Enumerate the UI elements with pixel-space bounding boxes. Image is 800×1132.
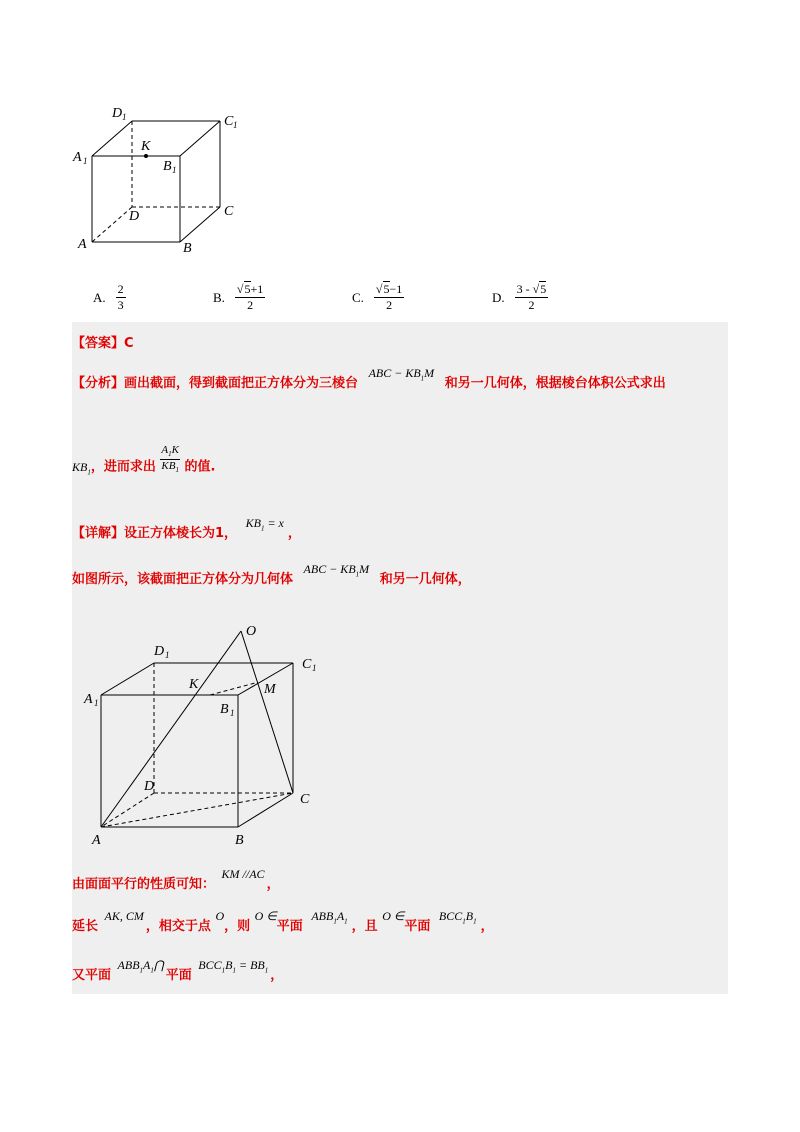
svg-text:1: 1 [312, 663, 317, 673]
label-A: A [78, 237, 87, 252]
choice-a[interactable]: A. $\frac{2}{3}$ [93, 282, 124, 312]
detail-line-2: 如图所示，该截面把正方体分为几何体 ABC − $KB_1M$ 和另一几何体， [72, 562, 471, 587]
svg-text:1: 1 [83, 156, 88, 166]
analysis-line-1: 【分析】画出截面，得到截面把正方体分为三棱台 ABC − $KB_1M$ 和另一几何体，根据棱台体积公式求出 [72, 366, 666, 391]
svg-text:1: 1 [94, 698, 99, 708]
label-C1: C [302, 657, 312, 672]
label-C1: C [224, 114, 234, 129]
svg-text:1: 1 [165, 650, 170, 660]
label-D: D [129, 209, 140, 224]
label-C: C [224, 204, 234, 219]
label-B1: B [220, 702, 229, 717]
svg-text:1: 1 [172, 165, 177, 175]
label-D1: D [154, 644, 165, 659]
label-K: K [141, 139, 151, 154]
choice-d[interactable]: D. $\frac{3 - √5}{2}$ [492, 282, 547, 312]
label-B1: B [163, 159, 172, 174]
label-C: C [300, 792, 310, 807]
label-O: O [246, 624, 257, 639]
analysis-line-2: $KB_1$，进而求出 $\frac{A_1K}{KB_1}$ 的值. [72, 444, 216, 476]
label-D: D [144, 779, 155, 794]
label-B: B [235, 833, 244, 848]
label-A1: A [84, 692, 93, 707]
answer-line: 【答案】C [72, 336, 134, 351]
label-K: K [189, 677, 199, 692]
label-M: M [264, 682, 276, 697]
cube-figure-2 [80, 615, 340, 855]
extend-line: 延长 AK, CM，相交于点 O，则 O ∈平面 $ABB_1A_1$ ，且 O ∈平面 $BCC_1B_1$ ， [72, 909, 494, 934]
svg-text:1: 1 [122, 112, 127, 122]
choice-c[interactable]: C. $\frac{√5-1}{2}$ [352, 282, 403, 312]
choice-b[interactable]: B. $\frac{√5+1}{2}$ [213, 282, 264, 312]
cube-figure-1 [60, 100, 260, 260]
svg-text:1: 1 [233, 120, 238, 130]
label-A1: A [73, 150, 82, 165]
label-D1: D [112, 106, 123, 121]
parallel-line: 由面面平行的性质可知： KM //AC， [72, 867, 280, 892]
label-A: A [92, 833, 101, 848]
svg-text:1: 1 [230, 708, 235, 718]
detail-line-1: 【详解】设正方体棱长为1， $KB_1 = x$， [72, 516, 301, 541]
plane-line: 又平面 $ABB_1A_1⋂$平面 $BCC_1B_1 = BB_1$ ， [72, 958, 284, 983]
label-B: B [183, 241, 192, 256]
